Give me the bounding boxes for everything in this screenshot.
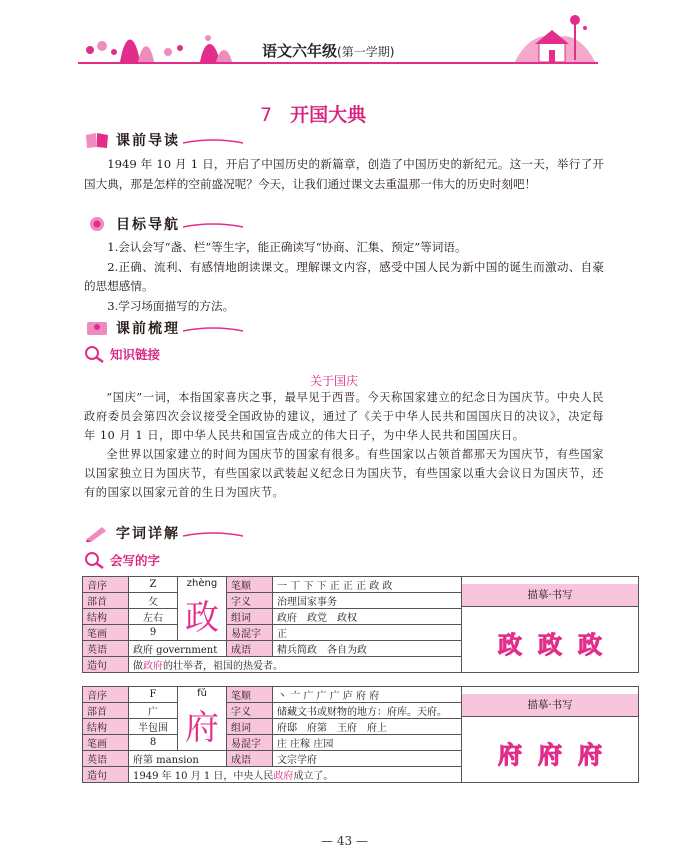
char-display: fǔ 府	[178, 687, 227, 751]
notebook-icon	[84, 319, 110, 337]
section-review-heading: 课前梳理	[84, 317, 243, 339]
header-decoration-left	[80, 22, 240, 66]
heading-underline-decoration	[183, 219, 243, 229]
goal-item: 2.正确、流利、有感情地朗读课文。理解课文内容，感受中国人民为新中国的诞生而激动、自豪的思想感情。	[84, 259, 604, 294]
header-decoration-right	[505, 10, 605, 66]
char-display: zhèng 政	[178, 577, 227, 641]
goals-list	[84, 238, 604, 316]
article-title: 关于国庆	[310, 374, 359, 388]
lesson-title: 7 开国大典	[260, 104, 367, 126]
heading-underline-decoration	[183, 135, 243, 145]
heading-underline-decoration	[183, 528, 243, 538]
section-words-heading: 字词详解	[84, 522, 243, 544]
goal-item: 1.会认会写“盏、栏”等生字，能正确读写“协商、汇集、预定”等词语。	[107, 240, 467, 254]
target-icon	[84, 215, 110, 233]
knowledge-link-heading: 知识链接	[84, 344, 160, 364]
book-icon	[84, 131, 110, 149]
magnifier-icon	[84, 551, 106, 569]
section-goals-heading: 目标导航	[84, 213, 243, 235]
heading-underline-decoration	[183, 323, 243, 333]
article-paragraph: 全世界以国家建立的时间为国庆节的国家有很多。有些国家以占领首都那天为国庆节，有些国家以国家独立日为国庆节，有些国家以武装起义纪念日为国庆节，有些国家以重大会议日为国庆节，还有的国家以国家元首的生日为国庆节。	[84, 448, 604, 499]
article-paragraph: “国庆”一词，本指国家喜庆之事，最早见于西晋。今天称国家建立的纪念日为国庆节。中央人民政府委员会第四次会议接受全国政协的建议，通过了《关于中华人民共和国国庆日的决议》，决定每年 10 月 1 日，即中华人民共和国宣告成立的伟大日子，为中华人民共和国国庆日。	[84, 391, 604, 442]
header-rule	[78, 62, 598, 64]
goal-item: 3.学习场面描写的方法。	[107, 298, 235, 313]
char-table-fu: 音序 F fǔ 府 笔顺 丶 亠 广 广 广 庐 府 府 描摹·书写 府 府 府 部首 广 字义 储藏文书或财物的地方：府库。天府。 结构 半包围 组词 府邸 府第 王府 府上 笔画 8 易混字 庄 庄稼 庄园 英语 府第 mansion 成语 文宗学府 造句 1949 年 10 月 1 日，中央人民政府成立了。	[82, 686, 639, 783]
tracing-chars: 政 政 政	[498, 631, 602, 659]
intro-paragraph: 1949 年 10 月 1 日，开启了中国历史的新篇章，创造了中国历史的新纪元。这一天，举行了开国大典，那是怎样的空前盛况呢？今天，让我们通过课文去重温那一伟大的历史时刻吧！	[84, 157, 604, 191]
article-body	[84, 388, 604, 502]
practice-box: 描摹·书写 政 政 政	[462, 577, 639, 673]
book-title: 语文六年级(第一学期)	[262, 42, 395, 60]
pencil-icon	[84, 524, 110, 542]
tracing-chars: 府 府 府	[498, 741, 602, 769]
section-intro-heading: 课前导读	[84, 129, 243, 151]
writing-chars-heading: 会写的字	[84, 550, 160, 570]
practice-box: 描摹·书写 府 府 府	[462, 687, 639, 783]
char-table-zheng: 音序 Z zhèng 政 笔顺 一 丅 下 下 正 正 正 政 政 描摹·书写 政 政 政 部首 攵 字义 治理国家事务 结构 左右 组词 政府 政党 政权 笔画 9 易混字 正 英语 政府 government 成语 精兵简政 各自为政 造句 做政府的壮举者，祖国的热爱者。	[82, 576, 639, 673]
magnifier-icon	[84, 345, 106, 363]
page-number: — 43 —	[321, 834, 368, 848]
